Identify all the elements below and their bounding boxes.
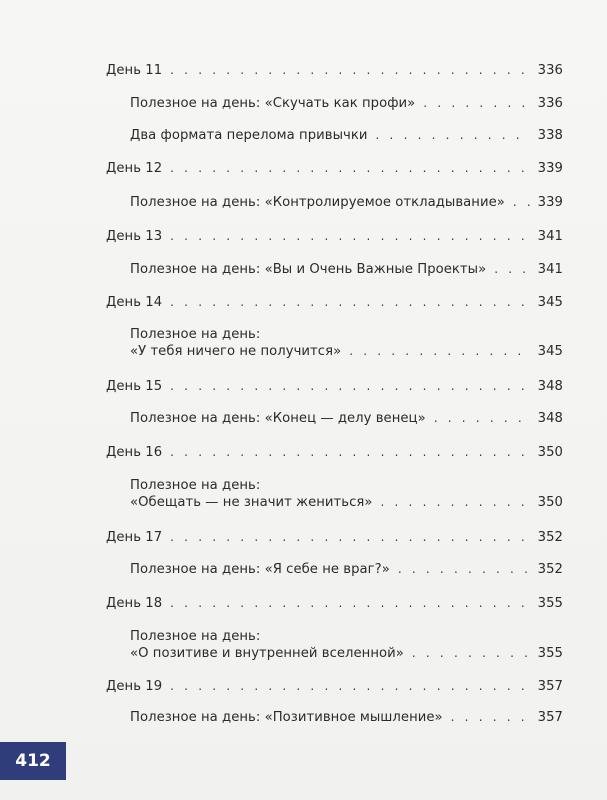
toc-entry-useful <box>130 561 563 578</box>
dot-leader <box>412 645 531 662</box>
dot-leader <box>170 228 531 245</box>
toc-entry-page: 338 <box>537 128 563 143</box>
dot-leader <box>423 95 531 112</box>
toc-entry-title-block <box>130 628 404 662</box>
toc-entry-day-11 <box>106 62 563 79</box>
toc-entry-page: 350 <box>537 445 563 460</box>
toc-entry-title: День 16 <box>106 445 163 460</box>
toc-entry-page: 339 <box>537 195 563 210</box>
page-number-badge <box>0 742 66 780</box>
dot-leader <box>170 444 531 461</box>
dot-leader <box>513 194 531 211</box>
toc-entry-page: 339 <box>537 161 563 176</box>
dot-leader <box>170 678 531 695</box>
toc-entry-page: 345 <box>537 295 563 310</box>
toc-entry-page: 348 <box>537 411 563 426</box>
toc-entry-title: День 18 <box>106 596 163 611</box>
toc-entry-page: 345 <box>537 344 563 359</box>
toc-entry-page: 357 <box>537 710 563 725</box>
dot-leader <box>451 709 531 726</box>
toc-entry-title: Полезное на день: «Контролируемое откладывание» <box>130 195 505 210</box>
toc-entry-page: 336 <box>537 63 563 78</box>
dot-leader <box>170 294 531 311</box>
dot-leader <box>349 343 531 360</box>
toc-entry-title: Полезное на день: «Скучать как профи» <box>130 96 416 111</box>
toc-entry-title: День 11 <box>106 63 163 78</box>
toc-entry-page: 355 <box>537 596 563 611</box>
toc-entry-title: День 13 <box>106 229 163 244</box>
toc-entry-useful <box>130 194 563 211</box>
toc-entry-title: День 17 <box>106 530 163 545</box>
toc-entry-title: Полезное на день: «Позитивное мышление» <box>130 710 443 725</box>
dot-leader <box>170 62 531 79</box>
toc-entry-page: 341 <box>537 262 563 277</box>
toc-entry-title-block <box>130 477 373 511</box>
dot-leader <box>494 261 531 278</box>
toc-entry-title-line: Полезное на день: <box>130 629 261 644</box>
toc-entry-page: 350 <box>537 495 563 510</box>
toc-entry-day-16 <box>106 444 563 461</box>
toc-entry-subsection <box>130 127 563 144</box>
toc-entry-page: 355 <box>537 646 563 661</box>
dot-leader <box>398 561 531 578</box>
toc-entry-page: 352 <box>537 530 563 545</box>
toc-entry-page: 357 <box>537 679 563 694</box>
toc-entry-title: День 12 <box>106 161 163 176</box>
toc-entry-title: День 14 <box>106 295 163 310</box>
toc-entry-useful <box>130 709 563 726</box>
toc-entry-useful <box>130 477 563 511</box>
toc-entry-day-17 <box>106 529 563 546</box>
dot-leader <box>381 494 532 511</box>
toc-entry-title-line: «О позитиве и внутренней вселенной» <box>130 646 404 661</box>
toc-entry-useful <box>130 326 563 360</box>
toc-entry-day-14 <box>106 294 563 311</box>
toc-entry-title: Полезное на день: «Вы и Очень Важные Проекты» <box>130 262 487 277</box>
toc-entry-page: 341 <box>537 229 563 244</box>
toc-entry-title-line: Полезное на день: <box>130 327 261 342</box>
toc-entry-title: Полезное на день: «Конец — делу венец» <box>130 411 426 426</box>
toc-entry-title: Полезное на день: «Я себе не враг?» <box>130 562 390 577</box>
dot-leader <box>170 160 531 177</box>
toc-entry-page: 348 <box>537 379 563 394</box>
toc-entry-day-15 <box>106 378 563 395</box>
toc-entry-title: День 19 <box>106 679 163 694</box>
page-number: 412 <box>15 751 51 771</box>
toc-entry-useful <box>130 628 563 662</box>
toc-entry-useful <box>130 261 563 278</box>
toc-entry-day-19 <box>106 678 563 695</box>
toc-entry-page: 352 <box>537 562 563 577</box>
dot-leader <box>170 378 531 395</box>
toc-entry-title-line: Полезное на день: <box>130 478 261 493</box>
toc-entry-title: День 15 <box>106 379 163 394</box>
toc-entry-title: Два формата перелома привычки <box>130 128 368 143</box>
dot-leader <box>434 410 531 427</box>
dot-leader <box>170 595 531 612</box>
toc-entry-title-line: «У тебя ничего не получится» <box>130 344 342 359</box>
toc-entry-day-13 <box>106 228 563 245</box>
toc-entry-title-line: «Обещать — не значит жениться» <box>130 495 373 510</box>
toc-entry-page: 336 <box>537 96 563 111</box>
dot-leader <box>376 127 531 144</box>
toc-entry-day-12 <box>106 160 563 177</box>
toc-entry-day-18 <box>106 595 563 612</box>
dot-leader <box>170 529 531 546</box>
toc-entry-useful <box>130 95 563 112</box>
toc-entry-useful <box>130 410 563 427</box>
toc-entry-title-block <box>130 326 341 360</box>
